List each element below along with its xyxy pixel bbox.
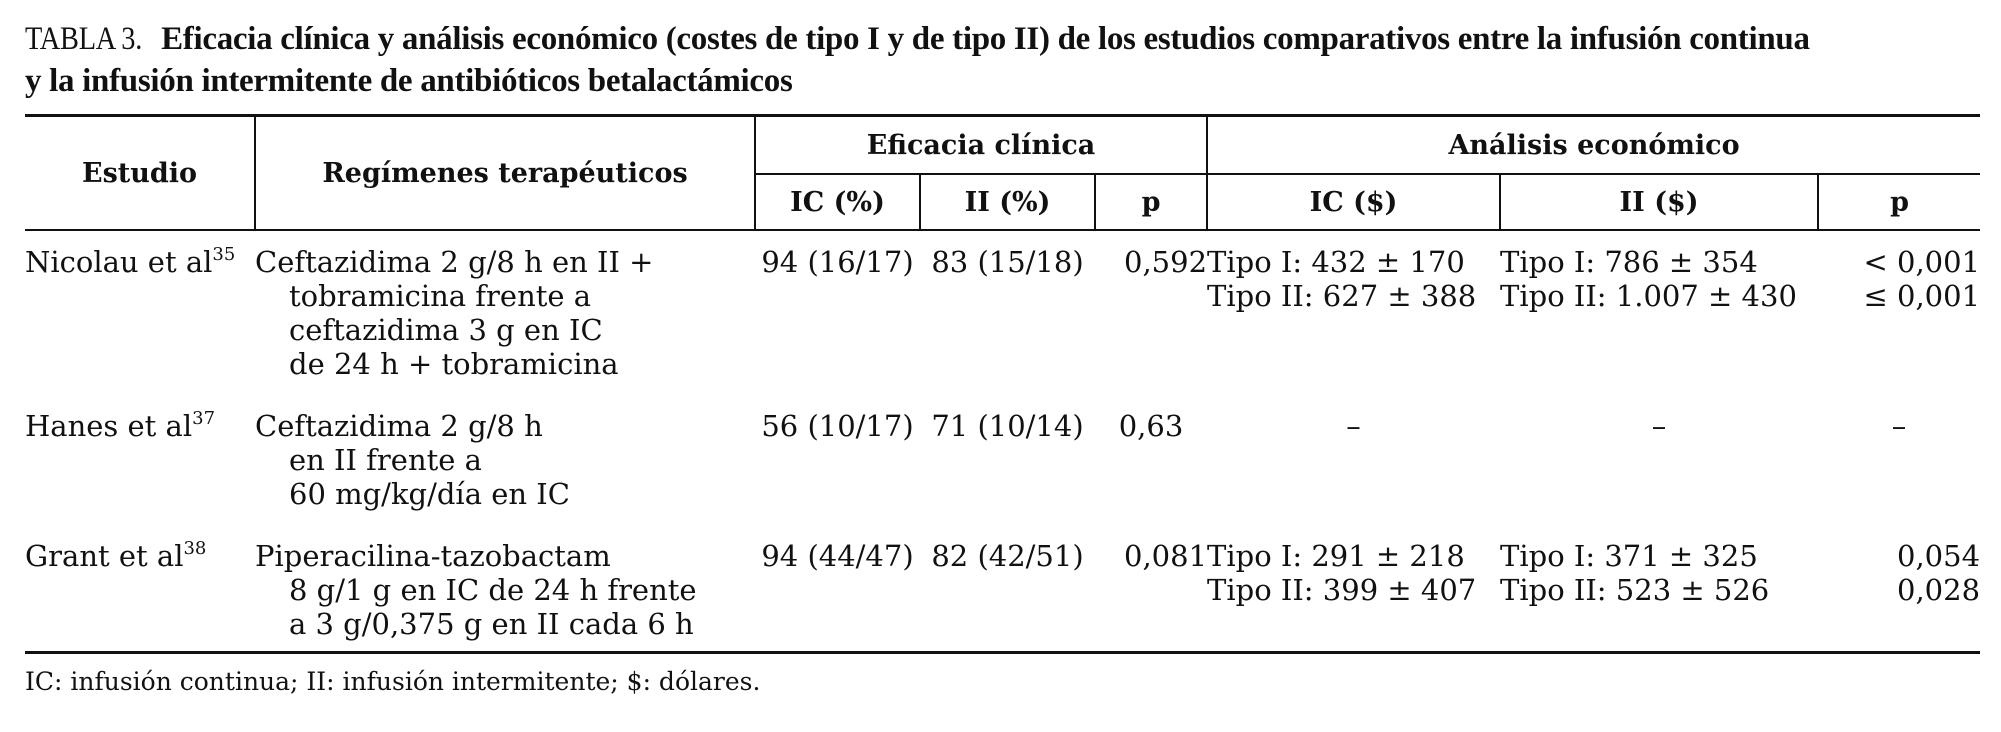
regimen-line: 8 g/1 g en IC de 24 h frente [289, 573, 697, 607]
cost-line: Tipo I: 371 ± 325 [1500, 539, 1758, 573]
ic-pct-cell: 94 (44/47) [755, 525, 920, 653]
cost-line: Tipo II: 627 ± 388 [1207, 279, 1477, 313]
p-eficacia-cell: 0,081 [1095, 525, 1207, 653]
study-name: Grant et al [25, 539, 184, 573]
regimen-line: Piperacilina-tazobactam [255, 539, 611, 573]
p-value-line: ≤ 0,001 [1863, 279, 1981, 313]
header-row-1 [25, 116, 1980, 175]
p-economico-cell [1818, 525, 1980, 653]
table-row [25, 230, 1980, 395]
cost-line: Tipo II: 523 ± 526 [1500, 573, 1770, 607]
regimen-line: a 3 g/0,375 g en II cada 6 h [289, 607, 694, 641]
ic-usd-cell [1207, 525, 1500, 653]
group-header-eficacia: Eficacia clínica [755, 116, 1207, 175]
col-header-regimenes: Regímenes terapéuticos [255, 116, 755, 231]
p-economico-cell [1818, 230, 1980, 395]
ii-pct-cell: 83 (15/18) [931, 245, 1084, 279]
comparison-table [25, 114, 1980, 654]
regimen-line: Ceftazidima 2 g/8 h [255, 409, 543, 443]
col-header-ic-usd: IC ($) [1207, 174, 1500, 230]
regimen-cell [255, 395, 755, 525]
col-header-ii-usd: II ($) [1500, 174, 1818, 230]
ii-usd-cell [1500, 525, 1818, 653]
regimen-line: de 24 h + tobramicina [289, 347, 619, 381]
ic-usd-cell: – [1346, 409, 1361, 443]
table-footnote: IC: infusión continua; II: infusión intermitente; $: dólares. [25, 667, 761, 696]
col-header-p-economico: p [1818, 174, 1980, 230]
table-row [25, 525, 1980, 653]
regimen-cell [255, 230, 755, 395]
regimen-line: 60 mg/kg/día en IC [289, 477, 570, 511]
study-cell [25, 395, 255, 525]
p-eficacia-cell: 0,592 [1124, 245, 1208, 279]
cost-line: Tipo II: 1.007 ± 430 [1500, 279, 1797, 313]
col-header-ii-pct: II (%) [920, 174, 1095, 230]
ii-usd-cell: – [1651, 409, 1667, 443]
ic-pct-cell: 94 (16/17) [761, 245, 914, 279]
study-name: Hanes et al [25, 409, 193, 443]
table-figure [25, 18, 1980, 698]
col-header-ic-pct: IC (%) [755, 174, 920, 230]
cost-line: Tipo I: 291 ± 218 [1207, 539, 1465, 573]
col-header-estudio: Estudio [25, 116, 255, 231]
table-caption [25, 18, 1980, 102]
ii-usd-cell [1500, 230, 1818, 395]
ic-usd-cell [1207, 230, 1500, 395]
cost-line: Tipo II: 399 ± 407 [1207, 573, 1477, 607]
study-cell [25, 230, 255, 395]
regimen-line: ceftazidima 3 g en IC [289, 313, 603, 347]
regimen-line: tobramicina frente a [289, 279, 592, 313]
p-eficacia-cell: 0,63 [1118, 409, 1184, 443]
p-economico-cell: – [1891, 409, 1907, 443]
table-title-part-1: Eficacia clínica y análisis económico (costes de tipo I y de tipo II) de los estudios comparativos entre la infusión continua [161, 21, 1810, 57]
study-reference: 38 [183, 538, 207, 559]
group-header-economico: Análisis económico [1207, 116, 1980, 175]
regimen-line: en II frente a [289, 443, 482, 477]
p-value-line: < 0,001 [1863, 245, 1981, 279]
col-header-p-eficacia: p [1095, 174, 1207, 230]
study-reference: 37 [192, 408, 216, 429]
study-name: Nicolau et al [25, 245, 213, 279]
table-row [25, 395, 1980, 525]
table-label: TABLA 3. [25, 21, 143, 57]
ii-pct-cell: 71 (10/14) [931, 409, 1084, 443]
study-reference: 35 [212, 244, 236, 265]
regimen-cell [255, 525, 755, 653]
ii-pct-cell: 82 (42/51) [920, 525, 1095, 653]
regimen-line: Ceftazidima 2 g/8 h en II + [255, 245, 654, 279]
p-value-line: 0,054 [1897, 539, 1981, 573]
cost-line: Tipo I: 432 ± 170 [1207, 245, 1465, 279]
study-cell [25, 525, 255, 653]
p-value-line: 0,028 [1897, 573, 1981, 607]
cost-line: Tipo I: 786 ± 354 [1500, 245, 1758, 279]
ic-pct-cell: 56 (10/17) [761, 409, 914, 443]
table-title-part-2: y la infusión intermitente de antibióticos betalactámicos [25, 63, 793, 99]
caption-line-1 [25, 18, 1980, 60]
